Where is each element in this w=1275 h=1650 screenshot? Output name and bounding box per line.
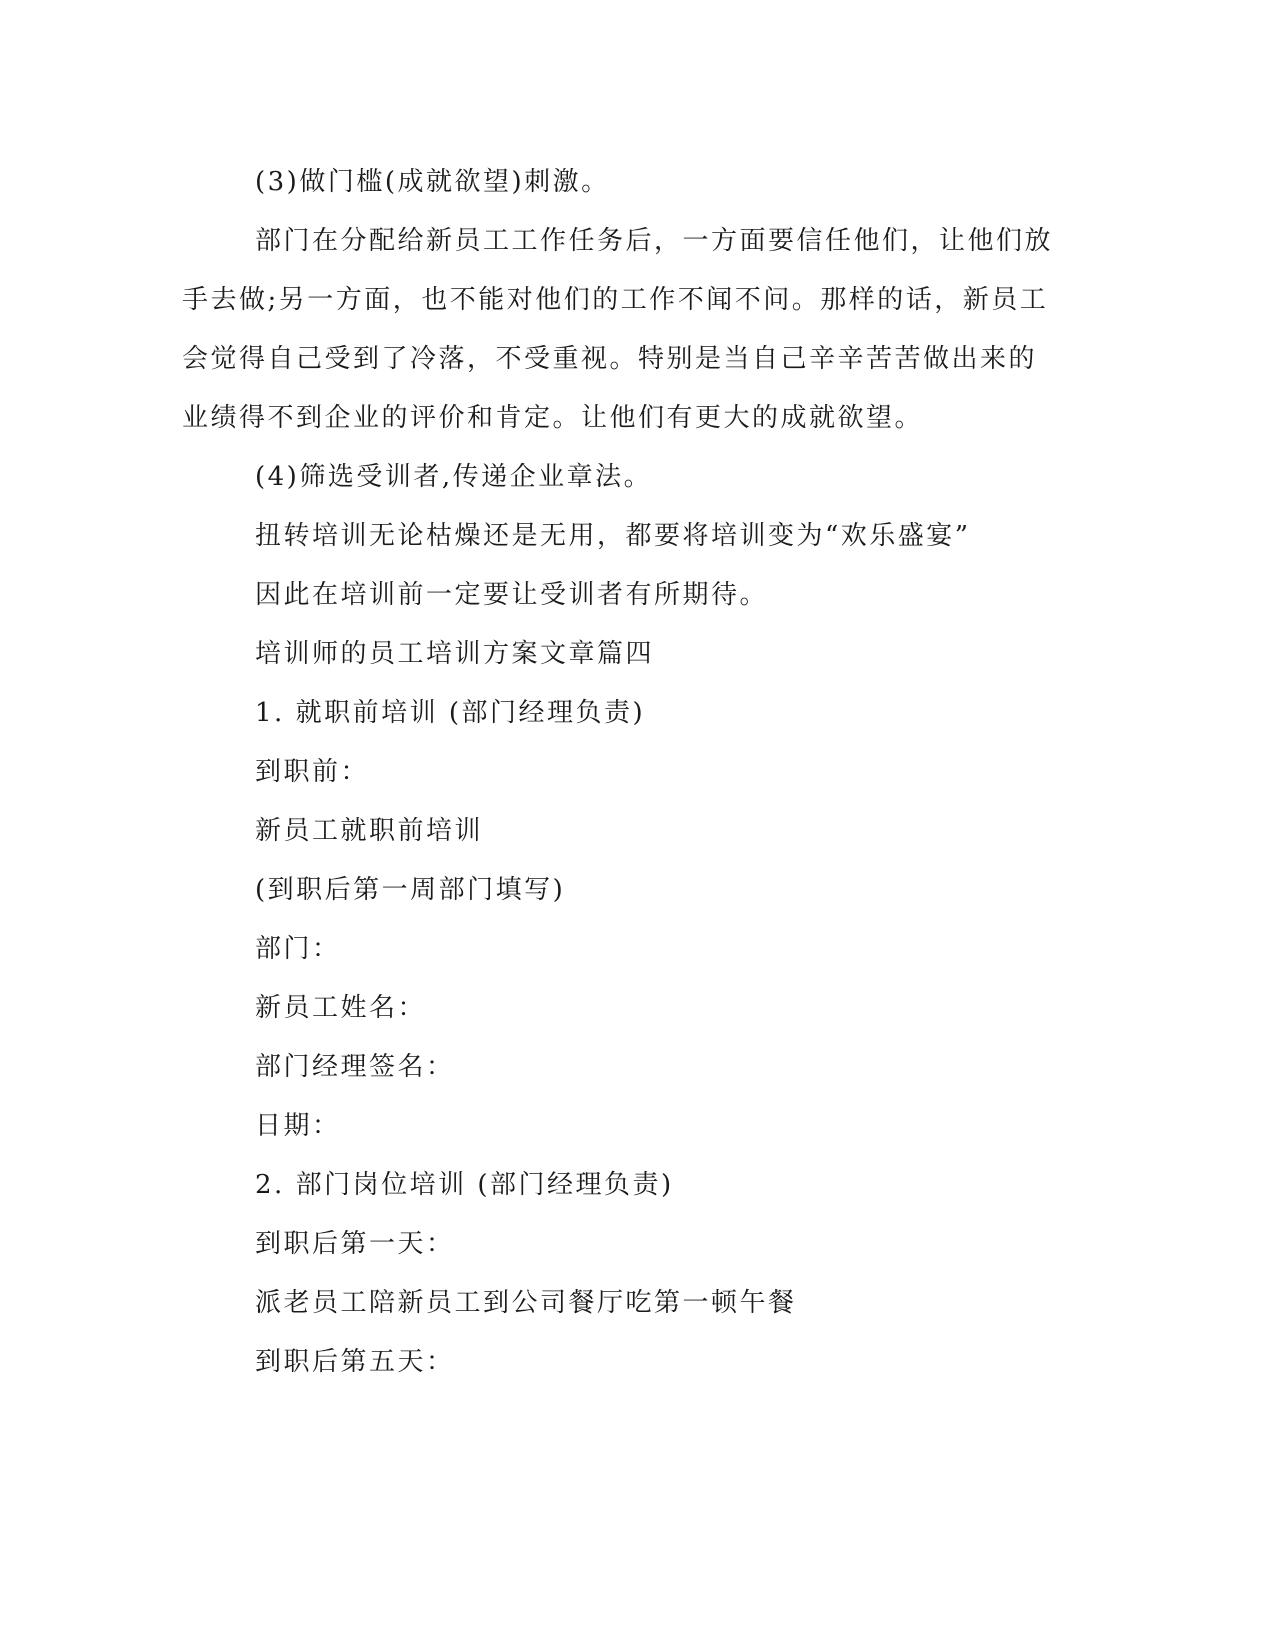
list-line: (到职后第一周部门填写) xyxy=(255,875,566,905)
list-line: 到职后第五天： xyxy=(255,1347,455,1377)
form-field-label: 部门经理签名： xyxy=(255,1052,455,1082)
paragraph-line: 业绩得不到企业的评价和肯定。让他们有更大的成就欲望。 xyxy=(182,403,924,433)
paragraph-line: 部门在分配给新员工工作任务后，一方面要信任他们，让他们放 xyxy=(255,226,1054,256)
list-line: 到职前： xyxy=(255,757,370,787)
list-line: 新员工就职前培训 xyxy=(255,816,484,846)
paragraph-line: 会觉得自己受到了冷落，不受重视。特别是当自己辛辛苦苦做出来的 xyxy=(182,344,1038,374)
form-field-label: 新员工姓名： xyxy=(255,993,427,1023)
paragraph-heading-3: (3)做门槛(成就欲望)刺激。 xyxy=(255,167,610,197)
paragraph-line: 因此在培训前一定要让受训者有所期待。 xyxy=(255,580,769,610)
list-line: 到职后第一天： xyxy=(255,1229,455,1259)
paragraph-line: 扭转培训无论枯燥还是无用，都要将培训变为“欢乐盛宴” xyxy=(255,521,971,551)
form-field-label: 日期： xyxy=(255,1111,341,1141)
paragraph-line: 手去做;另一方面，也不能对他们的工作不闻不问。那样的话，新员工 xyxy=(182,285,1049,315)
form-field-label: 部门： xyxy=(255,934,341,964)
list-item-heading: 1. 就职前培训 (部门经理负责) xyxy=(255,698,646,728)
paragraph-heading-4: (4)筛选受训者,传递企业章法。 xyxy=(255,462,653,492)
section-title: 培训师的员工培训方案文章篇四 xyxy=(255,639,655,669)
list-item-heading: 2. 部门岗位培训 (部门经理负责) xyxy=(255,1170,674,1200)
list-line: 派老员工陪新员工到公司餐厅吃第一顿午餐 xyxy=(255,1288,797,1318)
